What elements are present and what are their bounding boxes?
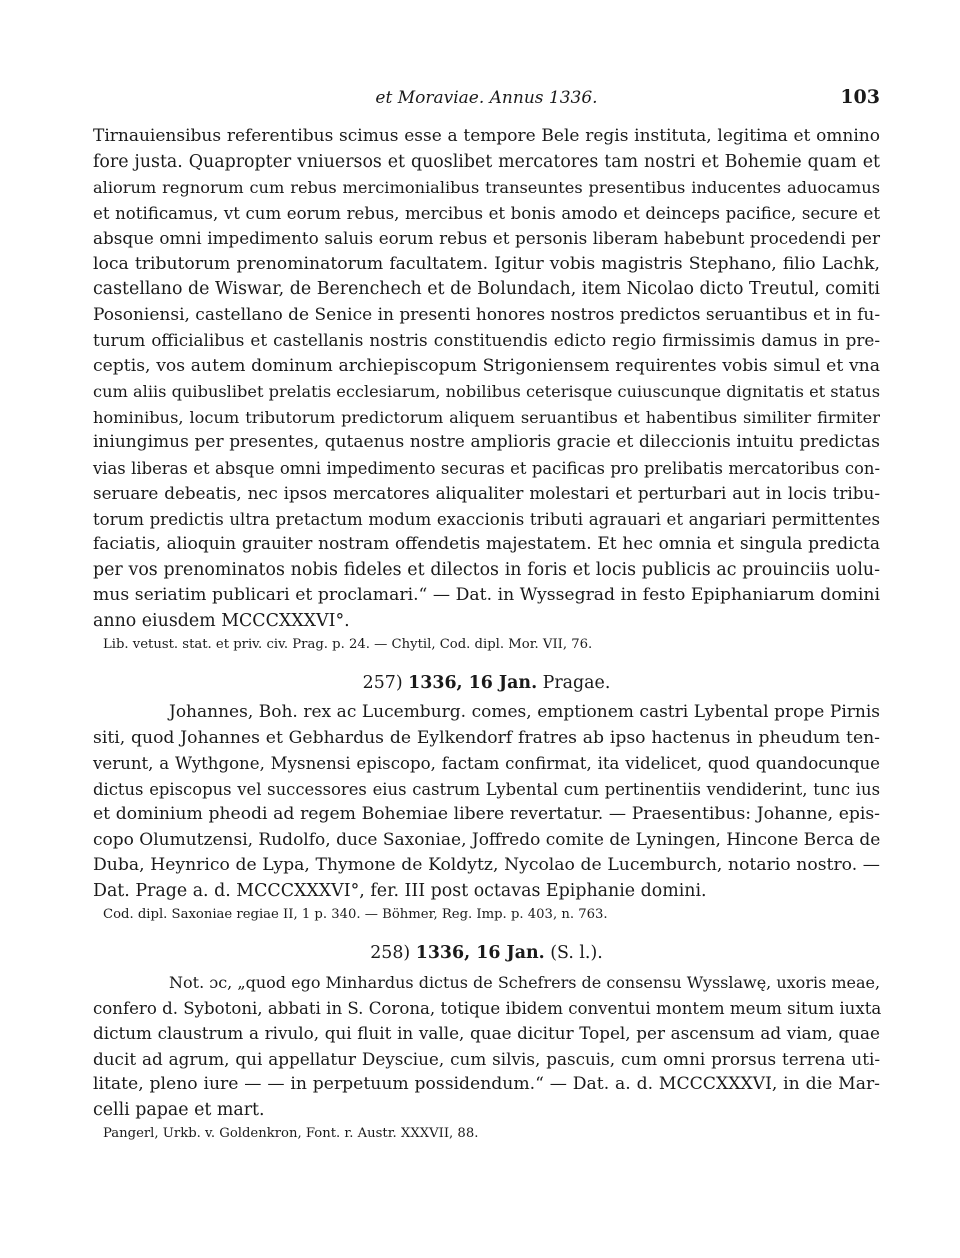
document-date: 1336, 16 Jan. <box>415 943 545 963</box>
text-line: Tirnauiensibus referentibus scimus esse a tempore Bele regis instituta, legitima et omnino <box>93 126 880 146</box>
source-citation: Pangerl, Urkb. v. Goldenkron, Font. r. Austr. XXXVII, 88. <box>103 1126 479 1141</box>
text-line: aliorum regnorum cum rebus mercimonialibus transeuntes presentibus inducentes aduocamus <box>93 178 880 197</box>
document-heading <box>93 940 880 966</box>
text-line: cum aliis quibuslibet prelatis ecclesiarum, nobilibus ceterisque cuiuscunque dignitatis et status <box>93 382 881 401</box>
text-line: loca tributorum prenominatorum facultatem. Igitur vobis magistris Stephano, filio Lachk, <box>93 253 880 274</box>
page-header <box>93 82 880 112</box>
text-line: anno eiusdem MCCCXXXVI°. <box>93 610 350 631</box>
text-line: Dat. Prage a. d. MCCCXXXVI°, fer. III post octavas Epiphanie domini. <box>93 880 707 901</box>
text-line: mus seriatim publicari et proclamari.“ — Dat. in Wyssegrad in festo Epiphaniarum domini <box>93 585 880 605</box>
text-line: Johannes, Boh. rex ac Lucemburg. comes, emptionem castri Lybental prope Pirnis <box>169 702 880 722</box>
text-line: Not. ɔc, „quod ego Minhardus dictus de Schefrers de consensu Wysslawę, uxoris meae, <box>169 973 881 992</box>
text-line: celli papae et mart. <box>93 1099 265 1120</box>
continued-document-text <box>93 124 880 656</box>
text-line: Posoniensi, castellano de Senice in presenti honores nostros predictos seruantibus et in fu- <box>93 304 881 325</box>
text-line: fore justa. Quapropter vniuersos et quoslibet mercatores tam nostri et Bohemie quam et <box>93 151 880 172</box>
document-257 <box>93 670 880 926</box>
text-line: Duba, Heynrico de Lypa, Thymone de Koldytz, Nycolao de Lucemburch, notario nostro. — <box>93 855 880 875</box>
text-line: et notificamus, vt cum eorum rebus, mercibus et bonis amodo et deinceps pacifice, secure et <box>93 203 880 223</box>
document-place: Pragae. <box>542 673 611 693</box>
text-line: hominibus, locum tributorum predictorum aliquem seruantibus et habentibus similiter firmiter <box>93 407 880 427</box>
text-line: seruare debeatis, nec ipsos mercatores aliqualiter molestari et perturbari aut in locis tribu- <box>93 483 880 503</box>
text-line: siti, quod Johannes et Gebhardus de Eylkendorf fratres ab ipso hactenus in pheudum ten- <box>93 727 880 748</box>
source-citation: Lib. vetust. stat. et priv. civ. Prag. p. 24. — Chytil, Cod. dipl. Mor. VII, 76. <box>103 637 593 652</box>
text-line: ducit ad agrum, qui appellatur Deysciue, cum silvis, pascuis, cum omni prorsus terrena uti- <box>93 1048 880 1069</box>
document-date: 1336, 16 Jan. <box>408 673 538 693</box>
document-page <box>93 82 880 1159</box>
text-line: iniungimus per presentes, qutaenus nostre amplioris gracie et dileccionis intuitu predictas <box>93 432 880 452</box>
text-line: per vos prenominatos nobis fideles et dilectos in foris et locis publicis ac prouinciis uolu- <box>93 559 880 580</box>
text-line: torum predictis ultra pretactum modum exaccionis tributi agrauari et angariari permittentes <box>93 509 880 529</box>
document-number: 258) <box>370 943 411 963</box>
text-line: faciatis, alioquin grauiter nostram offendetis majestatem. Et hec omnia et singula predicta <box>93 534 880 554</box>
document-place: (S. l.). <box>550 943 603 963</box>
text-line: dictum claustrum a rivulo, qui fluit in valle, quae dicitur Topel, per ascensum ad viam, quae <box>93 1023 880 1043</box>
text-line: vias liberas et absque omni impedimento securas et pacificas pro prelibatis mercatoribus con- <box>93 458 880 478</box>
document-number: 257) <box>362 673 403 693</box>
text-line: litate, pleno iure — — in perpetuum possidendum.“ — Dat. a. d. MCCCXXXVI, in die Mar- <box>93 1074 880 1094</box>
text-line: et dominium pheodi ad regem Bohemiae libere revertatur. — Praesentibus: Johanne, epis- <box>93 804 880 824</box>
text-line: confero d. Sybotoni, abbati in S. Corona, totique ibidem conventui montem meum situm iuxta <box>93 998 882 1018</box>
text-line: copo Olumutzensi, Rudolfo, duce Saxoniae, Joffredo comite de Lyningen, Hincone Berca de <box>93 829 881 850</box>
text-line: dictus episcopus vel successores eius castrum Lybental cum pertinentiis vendiderint, tunc ius <box>93 779 880 799</box>
running-head: et Moraviae. Annus 1336. <box>375 88 598 108</box>
source-citation: Cod. dipl. Saxoniae regiae II, 1 p. 340. — Böhmer, Reg. Imp. p. 403, n. 763. <box>103 907 608 922</box>
text-line: castellano de Wiswar, de Berenchech et de Bolundach, item Nicolao dicto Treutul, comiti <box>93 279 880 299</box>
text-line: verunt, a Wythgone, Mysnensi episcopo, factam confirmat, ita videlicet, quod quandocunque <box>93 754 880 773</box>
document-heading <box>93 670 880 696</box>
text-line: absque omni impedimento saluis eorum rebus et personis liberam habebunt procedendi per <box>93 228 880 248</box>
text-line: ceptis, vos autem dominum archiepiscopum Strigoniensem requirentes vobis simul et vna <box>93 355 880 376</box>
page-number: 103 <box>840 86 880 108</box>
text-line: turum officialibus et castellanis nostris constituendis edicto regio firmissimis damus in pre- <box>93 330 880 350</box>
document-258 <box>93 940 880 1145</box>
